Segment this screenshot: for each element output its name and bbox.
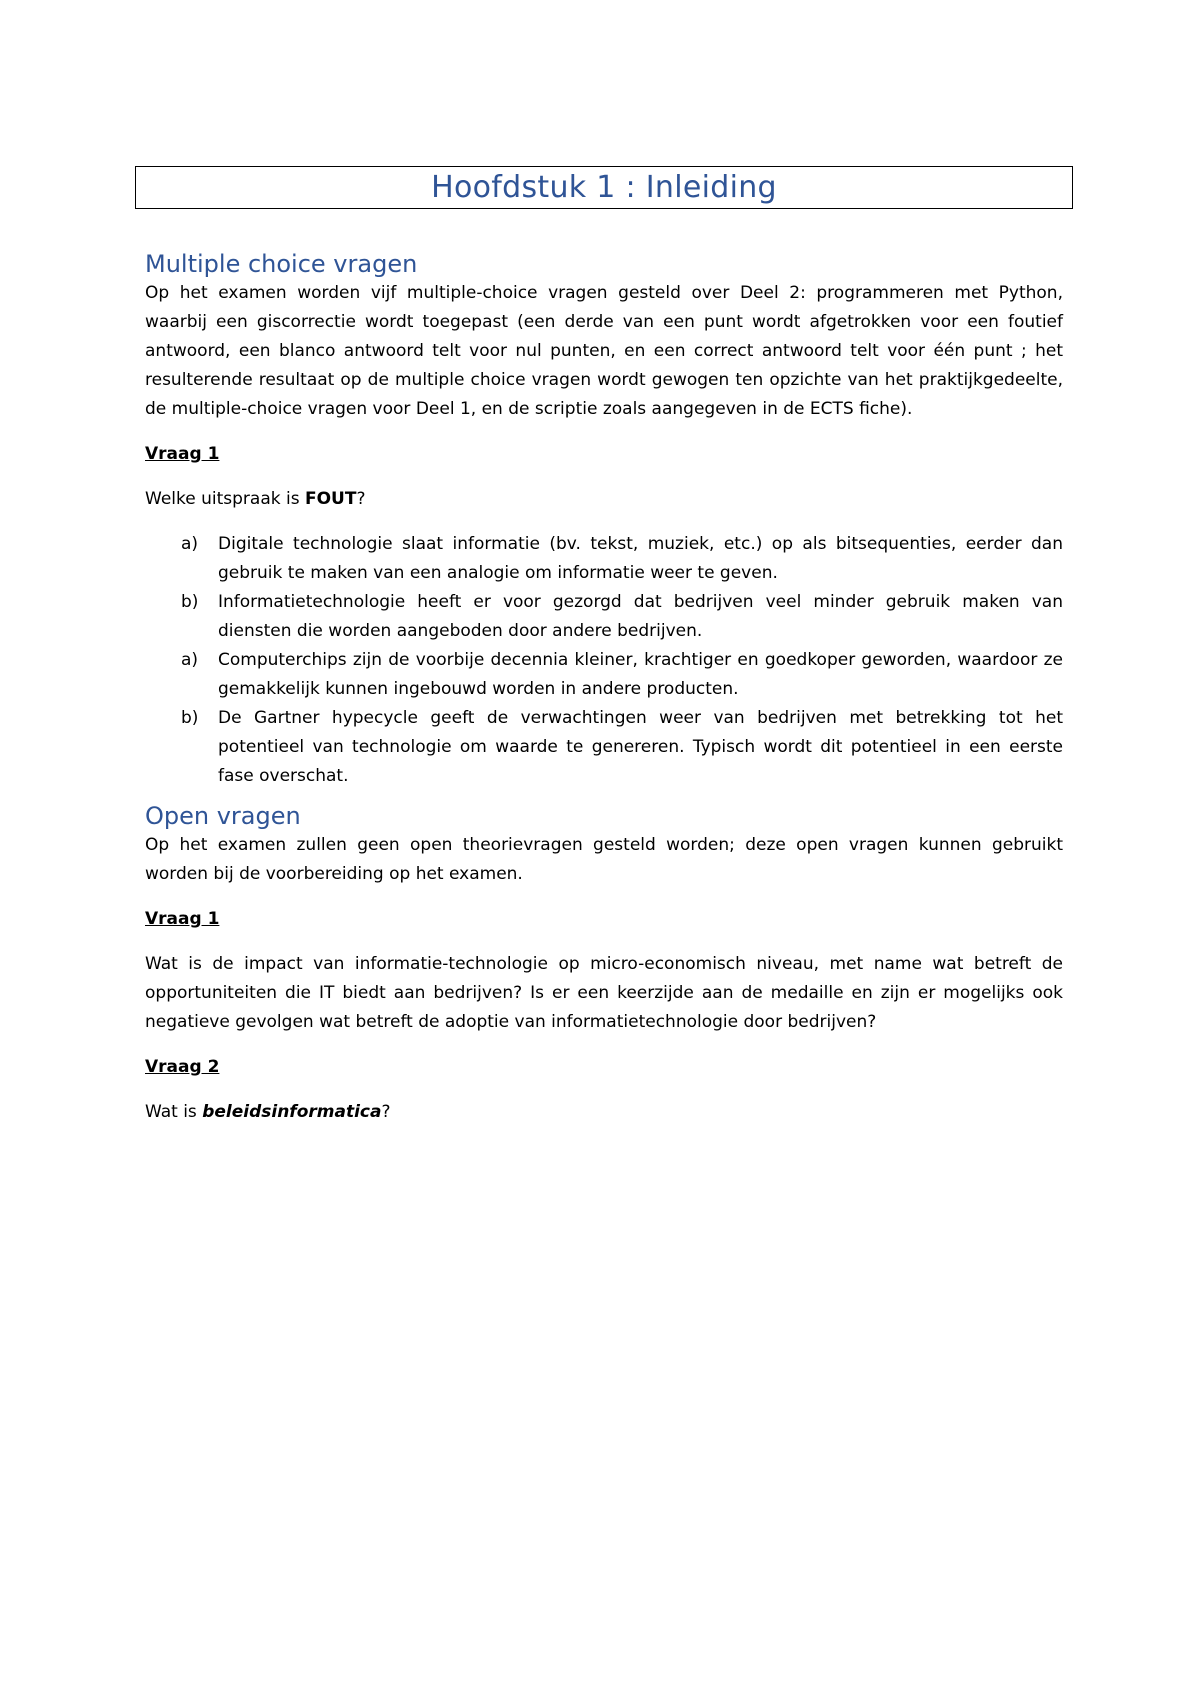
open-questions-intro: Op het examen zullen geen open theorievragen gesteld worden; deze open vragen kunnen gebruikt worden bij de voorbereiding op het examen. [145,835,1063,884]
answer-list [145,530,1063,791]
section-heading-open: Open vragen [145,802,301,830]
open-question-2-label: Vraag 2 [145,1057,220,1077]
open-question-2-suffix: ? [381,1102,391,1122]
answer-letter: a) [181,534,199,554]
mc-question-suffix: ? [356,489,366,509]
answer-letter: a) [181,650,199,670]
document-page [145,166,1063,1143]
mc-question-text [145,485,1063,514]
answer-item [145,530,1063,588]
open-question-1-label: Vraag 1 [145,909,220,929]
chapter-title-box [135,166,1073,209]
answer-text: De Gartner hypecycle geeft de verwachtingen weer van bedrijven met betrekking tot het potentieel van technologie om waarde te genereren. Typisch wordt dit potentieel in een eerste fase overschat. [218,708,1063,786]
mc-question-label: Vraag 1 [145,444,220,464]
open-question-2-emphasis: beleidsinformatica [202,1102,382,1122]
multiple-choice-intro: Op het examen worden vijf multiple-choice vragen gesteld over Deel 2: programmeren met Python, waarbij een giscorrectie wordt toegepast (een derde van een punt wordt afgetrokken voor een foutief antwoord, een blanco antwoord telt voor nul punten, en een correct antwoord telt voor één punt ; het resulterende resultaat op de multiple choice vragen wordt gewogen ten opzichte van het praktijkgedeelte, de multiple-choice vragen voor Deel 1, en de scriptie zoals aangegeven in de ECTS fiche). [145,283,1063,419]
open-question-2-prefix: Wat is [145,1102,203,1122]
answer-item [145,704,1063,791]
answer-letter: b) [181,592,199,612]
answer-text: Computerchips zijn de voorbije decennia kleiner, krachtiger en goedkoper geworden, waardoor ze gemakkelijk kunnen ingebouwd worden in andere producten. [218,650,1063,699]
answer-item [145,646,1063,704]
mc-question-emphasis: FOUT [304,489,357,509]
mc-question-prefix: Welke uitspraak is [145,489,305,509]
answer-text: Informatietechnologie heeft er voor gezorgd dat bedrijven veel minder gebruik maken van diensten die worden aangeboden door andere bedrijven. [218,592,1063,641]
section-heading-multiple-choice: Multiple choice vragen [145,250,418,278]
page-title: Hoofdstuk 1 : Inleiding [431,170,777,205]
open-question-1-text: Wat is de impact van informatie-technologie op micro-economisch niveau, met name wat betreft de opportuniteiten die IT biedt aan bedrijven? Is er een keerzijde aan de medaille en zijn er mogelijks ook negatieve gevolgen wat betreft de adoptie van informatietechnologie door bedrijven? [145,954,1063,1032]
answer-text: Digitale technologie slaat informatie (bv. tekst, muziek, etc.) op als bitsequenties, eerder dan gebruik te maken van een analogie om informatie weer te geven. [218,534,1063,583]
open-question-2-text [145,1098,1063,1127]
answer-item [145,588,1063,646]
answer-letter: b) [181,708,199,728]
